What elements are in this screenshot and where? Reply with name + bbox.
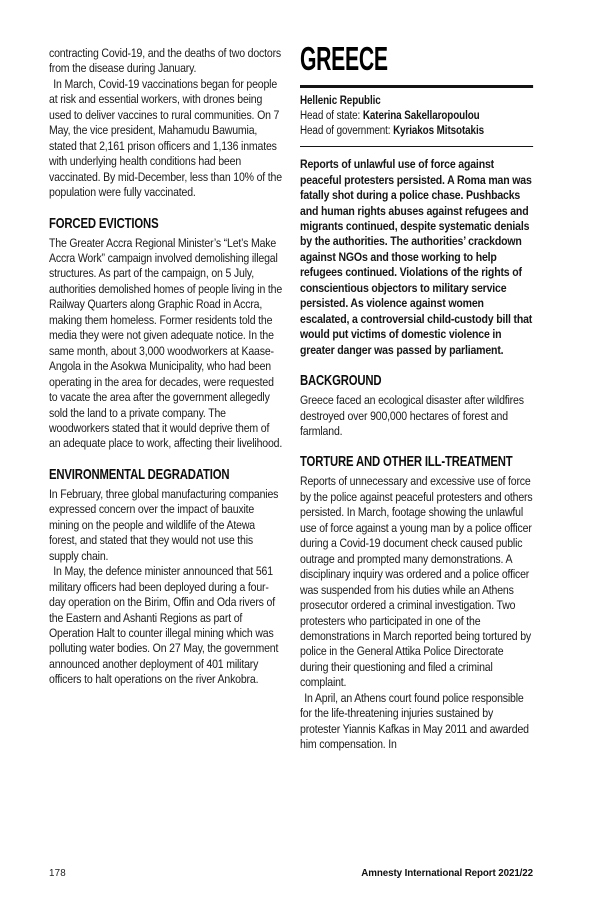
head-of-government-label: Head of government: — [300, 124, 394, 137]
country-official-name: Hellenic Republic — [300, 95, 381, 108]
paragraph: In February, three global manufacturing companies expressed concern over the impact of bauxite mining on the people and wildlife of the Atewa forest, and stated that they would not use this supply chain. — [49, 486, 279, 563]
right-column — [300, 42, 533, 753]
section-heading-environmental-degradation: ENVIRONMENTAL DEGRADATION — [49, 465, 230, 483]
country-info — [300, 94, 533, 138]
paragraph: In April, an Athens court found police responsible for the life-threatening injuries sustained by protester Yiannis Kafkas in May 2011 and awarded him compensation. In — [300, 690, 529, 752]
divider-rule-top — [300, 85, 533, 88]
country-summary: Reports of unlawful use of force against peaceful protesters persisted. A Roma man was fatally shot during a police chase. Pushbacks and human rights abuses against refugees and migrants continued, despite systematic denials by the authorities. The authorities’ crackdown against NGOs and those working to help refugees continued. Violations of the rights of conscientious objectors to military service persisted. As violence against women escalated, a controversial child-custody bill that would put victims of domestic violence in greater danger was passed by parliament. — [300, 157, 533, 357]
paragraph: In May, the defence minister announced that 561 military officers had been deployed during a four-day operation on the Birim, Offin and Oda rivers of the Eastern and Ashanti Regions as part of Operation Halt to counter illegal mining which was polluting water bodies. On 27 May, the government announced another deployment of 401 military officers to halt operations on the river Ankobra. — [49, 564, 279, 687]
divider-rule-bottom — [300, 146, 533, 148]
paragraph: The Greater Accra Regional Minister’s “Let’s Make Accra Work” campaign involved demolishing illegal structures. As part of the campaign, on 5 July, authorities demolished homes of people living in the Railway Quarters along Graphic Road in Accra, making them homeless. Former residents told the media they were not given adequate notice. In the same month, about 3,000 woodworkers at Kaase-Angola in the Asokwa Municipality, who had been operating in the area for decades, were requested to vacate the area after the government allegedly sold the land to a private company. The woodworkers stated that it would deprive them of an adequate place to work, affecting their livelihood. — [49, 235, 283, 451]
section-heading-forced-evictions: FORCED EVICTIONS — [49, 214, 159, 232]
head-of-state-line — [300, 109, 533, 124]
paragraph: In March, Covid-19 vaccinations began for people at risk and essential workers, with drones being used to deliver vaccines to rural communities. On 7 May, the vice president, Mahamudu Bawumia, stated that 2,161 prison officers and 1,136 inmates with underlying health conditions had been vaccinated. By mid-December, less than 10% of the population were fully vaccinated. — [49, 76, 282, 200]
head-of-government-line — [300, 124, 533, 139]
paragraph: Greece faced an ecological disaster after wildfires destroyed over 900,000 hectares of forest and farmland. — [300, 393, 524, 438]
paragraph: Reports of unnecessary and excessive use of force by the police against peaceful protesters and others persisted. In March, footage showing the unlawful use of force against a young man by a police officer during a Covid-19 document check caused public outrage and prompted many demonstrations. A disciplinary inquiry was ordered and a police officer was suspended from his duties while an Athens prosecutor ordered a criminal investigation. Two protesters who participated in one of the demonstrations in March reported being tortured by police in the General Attika Police Directorate during their questioning and filed a criminal complaint. — [300, 474, 533, 690]
report-title: Amnesty International Report 2021/22 — [361, 868, 533, 879]
section-heading-torture: TORTURE AND OTHER ILL-TREATMENT — [300, 453, 513, 471]
left-column — [49, 46, 282, 688]
paragraph: contracting Covid-19, and the deaths of two doctors from the disease during January. — [49, 46, 282, 76]
section-heading-background: BACKGROUND — [300, 372, 382, 390]
head-of-government-name: Kyriakos Mitsotakis — [393, 124, 485, 137]
head-of-state-name: Katerina Sakellaropoulou — [362, 109, 480, 122]
head-of-state-label: Head of state: — [300, 109, 363, 122]
page-number: 178 — [49, 868, 66, 879]
country-title: GREECE — [300, 40, 388, 77]
